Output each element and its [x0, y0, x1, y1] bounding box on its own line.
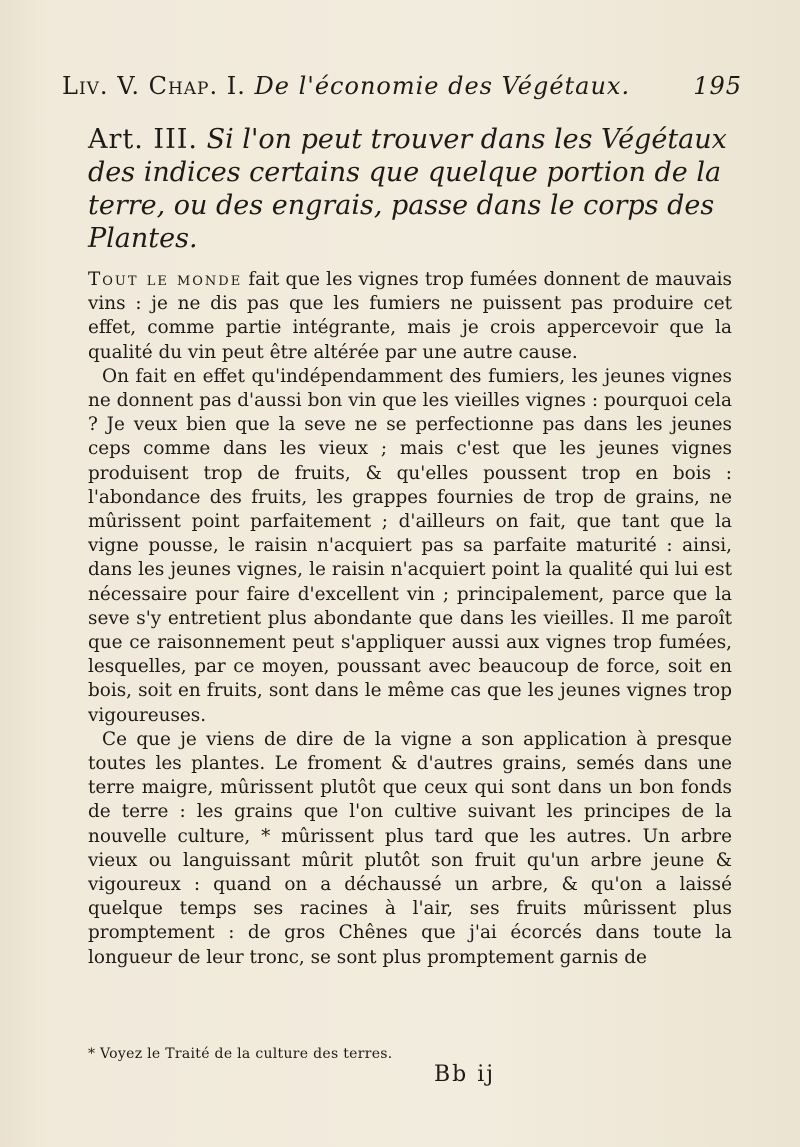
running-head: [62, 72, 742, 100]
signature-mark: Bb ij: [434, 1062, 496, 1087]
running-head-title: De l'économie des Végétaux.: [254, 72, 631, 100]
running-head-chapter: Liv. V. Chap. I.: [62, 72, 246, 100]
page-number: 195: [693, 72, 742, 100]
paragraph-1: [88, 268, 732, 365]
body-text: [88, 268, 732, 970]
article-label: Art. III.: [88, 124, 198, 155]
paragraph-lead-words: Tout le monde: [88, 269, 243, 290]
paragraph-1-text: fait que les vignes trop fumées donnent de mauvais vins : je ne dis pas que les fumiers ne puissent pas produire cet effet, comme partie intégrante, mais je crois appercevoir que la qualité du vin peut être altérée par une autre cause.: [88, 269, 732, 363]
article-heading: [88, 123, 728, 255]
footnote: * Voyez le Traité de la culture des terres.: [88, 1046, 393, 1062]
article-title: Si l'on peut trouver dans les Végétaux des indices certains que quelque portion de la terre, ou des engrais, passe dans le corps des Plantes.: [88, 124, 727, 254]
paragraph-3: Ce que je viens de dire de la vigne a son application à presque toutes les plantes. Le froment & d'autres grains, semés dans une terre maigre, mûrissent plutôt que ceux qui sont dans un bon fonds de terre : les grains que l'on cultive suivant les principes de la nouvelle culture, * mûrissent plus tard que les autres. Un arbre vieux ou languissant mûrit plutôt son fruit qu'un arbre jeune & vigoureux : quand on a déchaussé un arbre, & qu'on a laissé quelque temps ses racines à l'air, ses fruits mûrissent plus promptement : de gros Chênes que j'ai écorcés dans toute la longueur de leur tronc, se sont plus promptement garnis de: [88, 728, 732, 968]
paragraph-2: On fait en effet qu'indépendamment des fumiers, les jeunes vignes ne donnent pas d'aussi bon vin que les vieilles vignes : pourquoi cela ? Je veux bien que la seve ne se perfectionne pas dans les jeunes ceps comme dans les vieux ; mais c'est que les jeunes vignes produisent trop de fruits, & qu'elles poussent trop en bois : l'abondance des fruits, les grappes fournies de trop de grains, ne mûrissent point parfaitement ; d'ailleurs on fait, que tant que la vigne pousse, le raisin n'acquiert pas sa parfaite maturité : ainsi, dans les jeunes vignes, le raisin n'acquiert point la qualité qui lui est nécessaire pour faire d'excellent vin ; principalement, parce que la seve s'y entretient plus abondante que dans les vieilles. Il me paroît que ce raisonnement peut s'appliquer aussi aux vignes trop fumées, lesquelles, par ce moyen, poussant avec beaucoup de force, soit en bois, soit en fruits, sont dans le même cas que les jeunes vignes trop vigoureuses.: [88, 365, 732, 726]
